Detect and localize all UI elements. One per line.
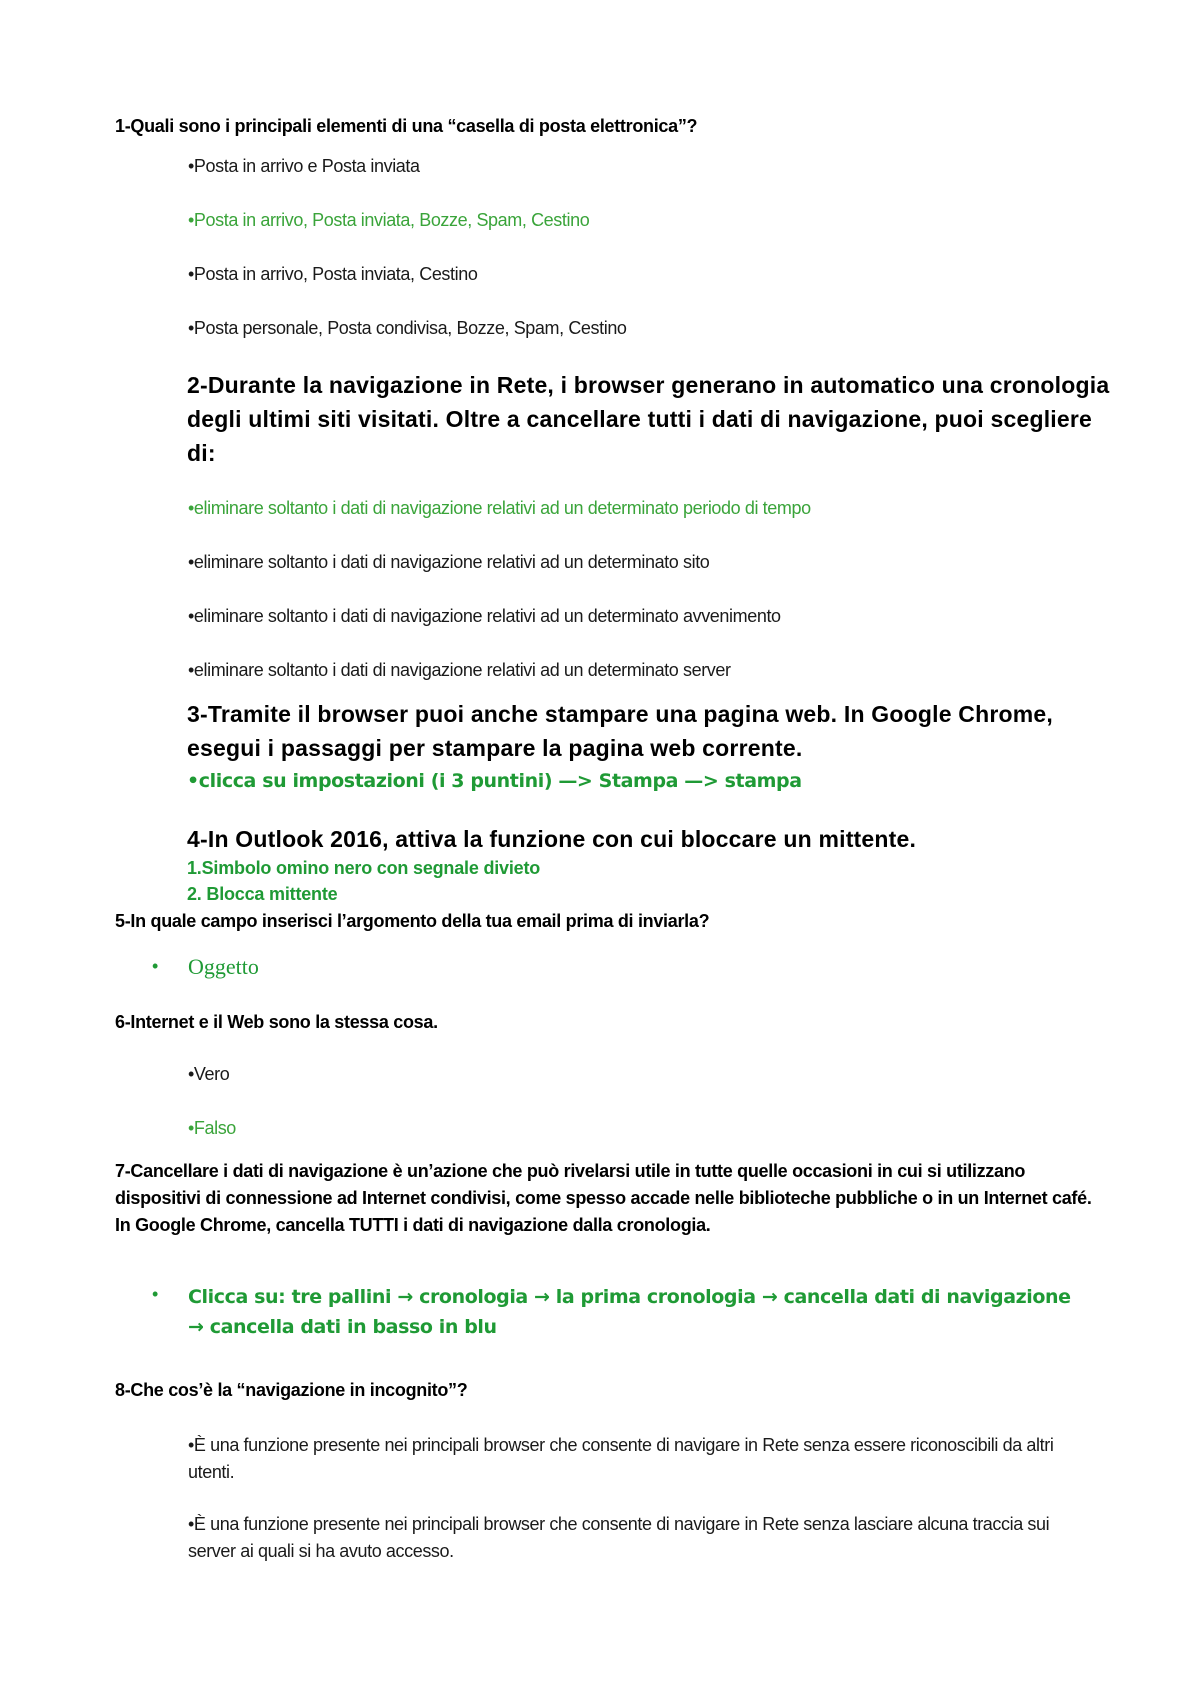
q1-option-3: •Posta in arrivo, Posta inviata, Cestino xyxy=(188,264,478,284)
q6-option-2-correct: •Falso xyxy=(188,1118,236,1138)
q8-option-1: •È una funzione presente nei principali browser che consente di navigare in Rete senza essere riconoscibili da altri utenti. xyxy=(188,1435,1054,1482)
q2-option-3: •eliminare soltanto i dati di navigazione relativi ad un determinato avvenimento xyxy=(188,606,781,626)
q3-answer: •clicca su impostazioni (i 3 puntini) —> Stampa —> stampa xyxy=(187,770,802,792)
q7-bullet-icon: • xyxy=(152,1284,159,1304)
q7-answer: Clicca su: tre pallini → cronologia → la prima cronologia → cancella dati di navigazione → cancella dati in basso in blu xyxy=(188,1286,1071,1338)
question-2: 2-Durante la navigazione in Rete, i browser generano in automatico una cronologia degli ultimi siti visitati. Oltre a cancellare tutti i dati di navigazione, puoi scegliere di: xyxy=(187,372,1110,466)
q1-option-1: •Posta in arrivo e Posta inviata xyxy=(188,156,420,176)
q8-option-2: •È una funzione presente nei principali browser che consente di navigare in Rete senza lasciare alcuna traccia sui server ai quali si ha avuto accesso. xyxy=(188,1514,1050,1561)
q1-option-2-correct: •Posta in arrivo, Posta inviata, Bozze, Spam, Cestino xyxy=(188,210,590,230)
q5-answer: Oggetto xyxy=(188,954,259,979)
question-7: 7-Cancellare i dati di navigazione è un’azione che può rivelarsi utile in tutte quelle occasioni in cui si utilizzano dispositivi di connessione ad Internet condivisi, come spesso accade nelle biblioteche pubbliche o in un Internet café. In Google Chrome, cancella TUTTI i dati di navigazione dalla cronologia. xyxy=(115,1161,1092,1235)
question-8: 8-Che cos’è la “navigazione in incognito”? xyxy=(115,1380,468,1400)
q2-option-1-correct: •eliminare soltanto i dati di navigazione relativi ad un determinato periodo di tempo xyxy=(188,498,811,518)
q4-answer-line-1: 1.Simbolo omino nero con segnale divieto xyxy=(187,858,541,878)
q2-option-4: •eliminare soltanto i dati di navigazione relativi ad un determinato server xyxy=(188,660,731,680)
q2-option-2: •eliminare soltanto i dati di navigazione relativi ad un determinato sito xyxy=(188,552,710,572)
question-4: 4-In Outlook 2016, attiva la funzione con cui bloccare un mittente. xyxy=(187,826,917,852)
question-3-line-2: esegui i passaggi per stampare la pagina web corrente. xyxy=(187,735,803,761)
question-6: 6-Internet e il Web sono la stessa cosa. xyxy=(115,1012,438,1032)
question-5: 5-In quale campo inserisci l’argomento della tua email prima di inviarla? xyxy=(115,911,710,931)
q5-bullet-icon: • xyxy=(152,956,159,976)
question-3-line-1: 3-Tramite il browser puoi anche stampare una pagina web. In Google Chrome, xyxy=(187,701,1053,727)
q1-option-4: •Posta personale, Posta condivisa, Bozze, Spam, Cestino xyxy=(188,318,627,338)
question-1: 1-Quali sono i principali elementi di una “casella di posta elettronica”? xyxy=(115,116,698,136)
q4-answer-line-2: 2. Blocca mittente xyxy=(187,884,338,904)
q6-option-1: •Vero xyxy=(188,1064,230,1084)
